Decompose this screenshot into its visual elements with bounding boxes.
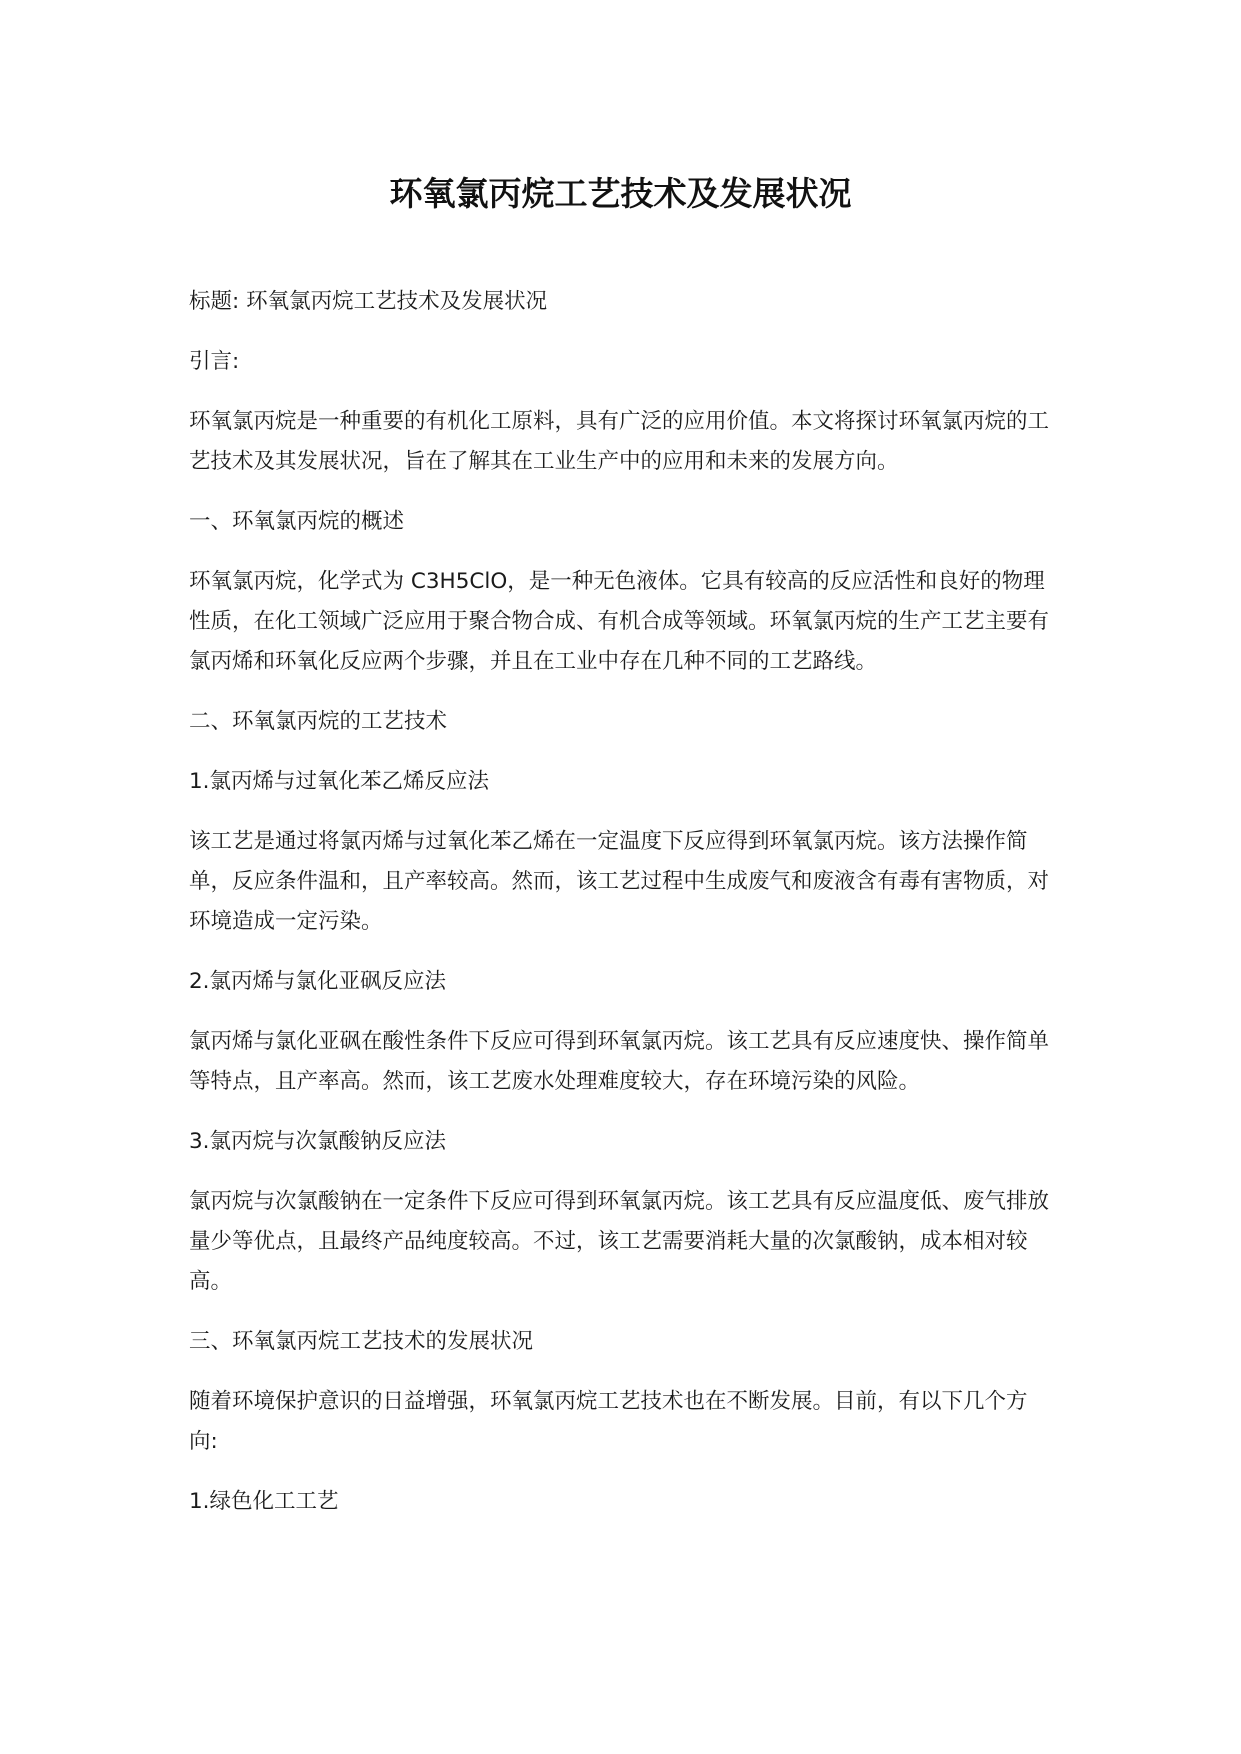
section-heading-2: 二、环氧氯丙烷的工艺技术 xyxy=(189,709,448,734)
overview-paragraph: 环氧氯丙烷，化学式为 C3H5ClO，是一种无色液体。它具有较高的反应活性和良好的物理性质，在化工领域广泛应用于聚合物合成、有机合成等领域。环氧氯丙烷的生产工艺主要有氯丙烯和环氧化反应两个步骤，并且在工业中存在几种不同的工艺路线。 xyxy=(189,569,1050,674)
document-title: 环氧氯丙烷工艺技术及发展状况 xyxy=(389,174,852,213)
method-heading-1: 1.氯丙烯与过氧化苯乙烯反应法 xyxy=(189,769,490,794)
method-paragraph-1: 该工艺是通过将氯丙烯与过氧化苯乙烯在一定温度下反应得到环氧氯丙烷。该方法操作简单，反应条件温和，且产率较高。然而，该工艺过程中生成废气和废液含有毒有害物质，对环境造成一定污染。 xyxy=(189,829,1050,934)
method-paragraph-3: 氯丙烷与次氯酸钠在一定条件下反应可得到环氧氯丙烷。该工艺具有反应温度低、废气排放量少等优点，且最终产品纯度较高。不过，该工艺需要消耗大量的次氯酸钠，成本相对较高。 xyxy=(189,1189,1050,1294)
section-heading-1: 一、环氧氯丙烷的概述 xyxy=(189,509,405,534)
document-body xyxy=(189,282,1054,1522)
subject-line: 标题: 环氧氯丙烷工艺技术及发展状况 xyxy=(189,289,548,314)
method-heading-3: 3.氯丙烷与次氯酸钠反应法 xyxy=(189,1129,447,1154)
intro-heading: 引言: xyxy=(189,349,240,374)
section-heading-3: 三、环氧氯丙烷工艺技术的发展状况 xyxy=(189,1329,534,1354)
method-heading-2: 2.氯丙烯与氯化亚砜反应法 xyxy=(189,969,447,994)
intro-paragraph: 环氧氯丙烷是一种重要的有机化工原料，具有广泛的应用价值。本文将探讨环氧氯丙烷的工艺技术及其发展状况，旨在了解其在工业生产中的应用和未来的发展方向。 xyxy=(189,409,1050,474)
direction-heading-1: 1.绿色化工工艺 xyxy=(189,1489,339,1514)
development-paragraph: 随着环境保护意识的日益增强，环氧氯丙烷工艺技术也在不断发展。目前，有以下几个方向: xyxy=(189,1389,1028,1454)
method-paragraph-2: 氯丙烯与氯化亚砜在酸性条件下反应可得到环氧氯丙烷。该工艺具有反应速度快、操作简单等特点，且产率高。然而，该工艺废水处理难度较大，存在环境污染的风险。 xyxy=(189,1029,1050,1094)
